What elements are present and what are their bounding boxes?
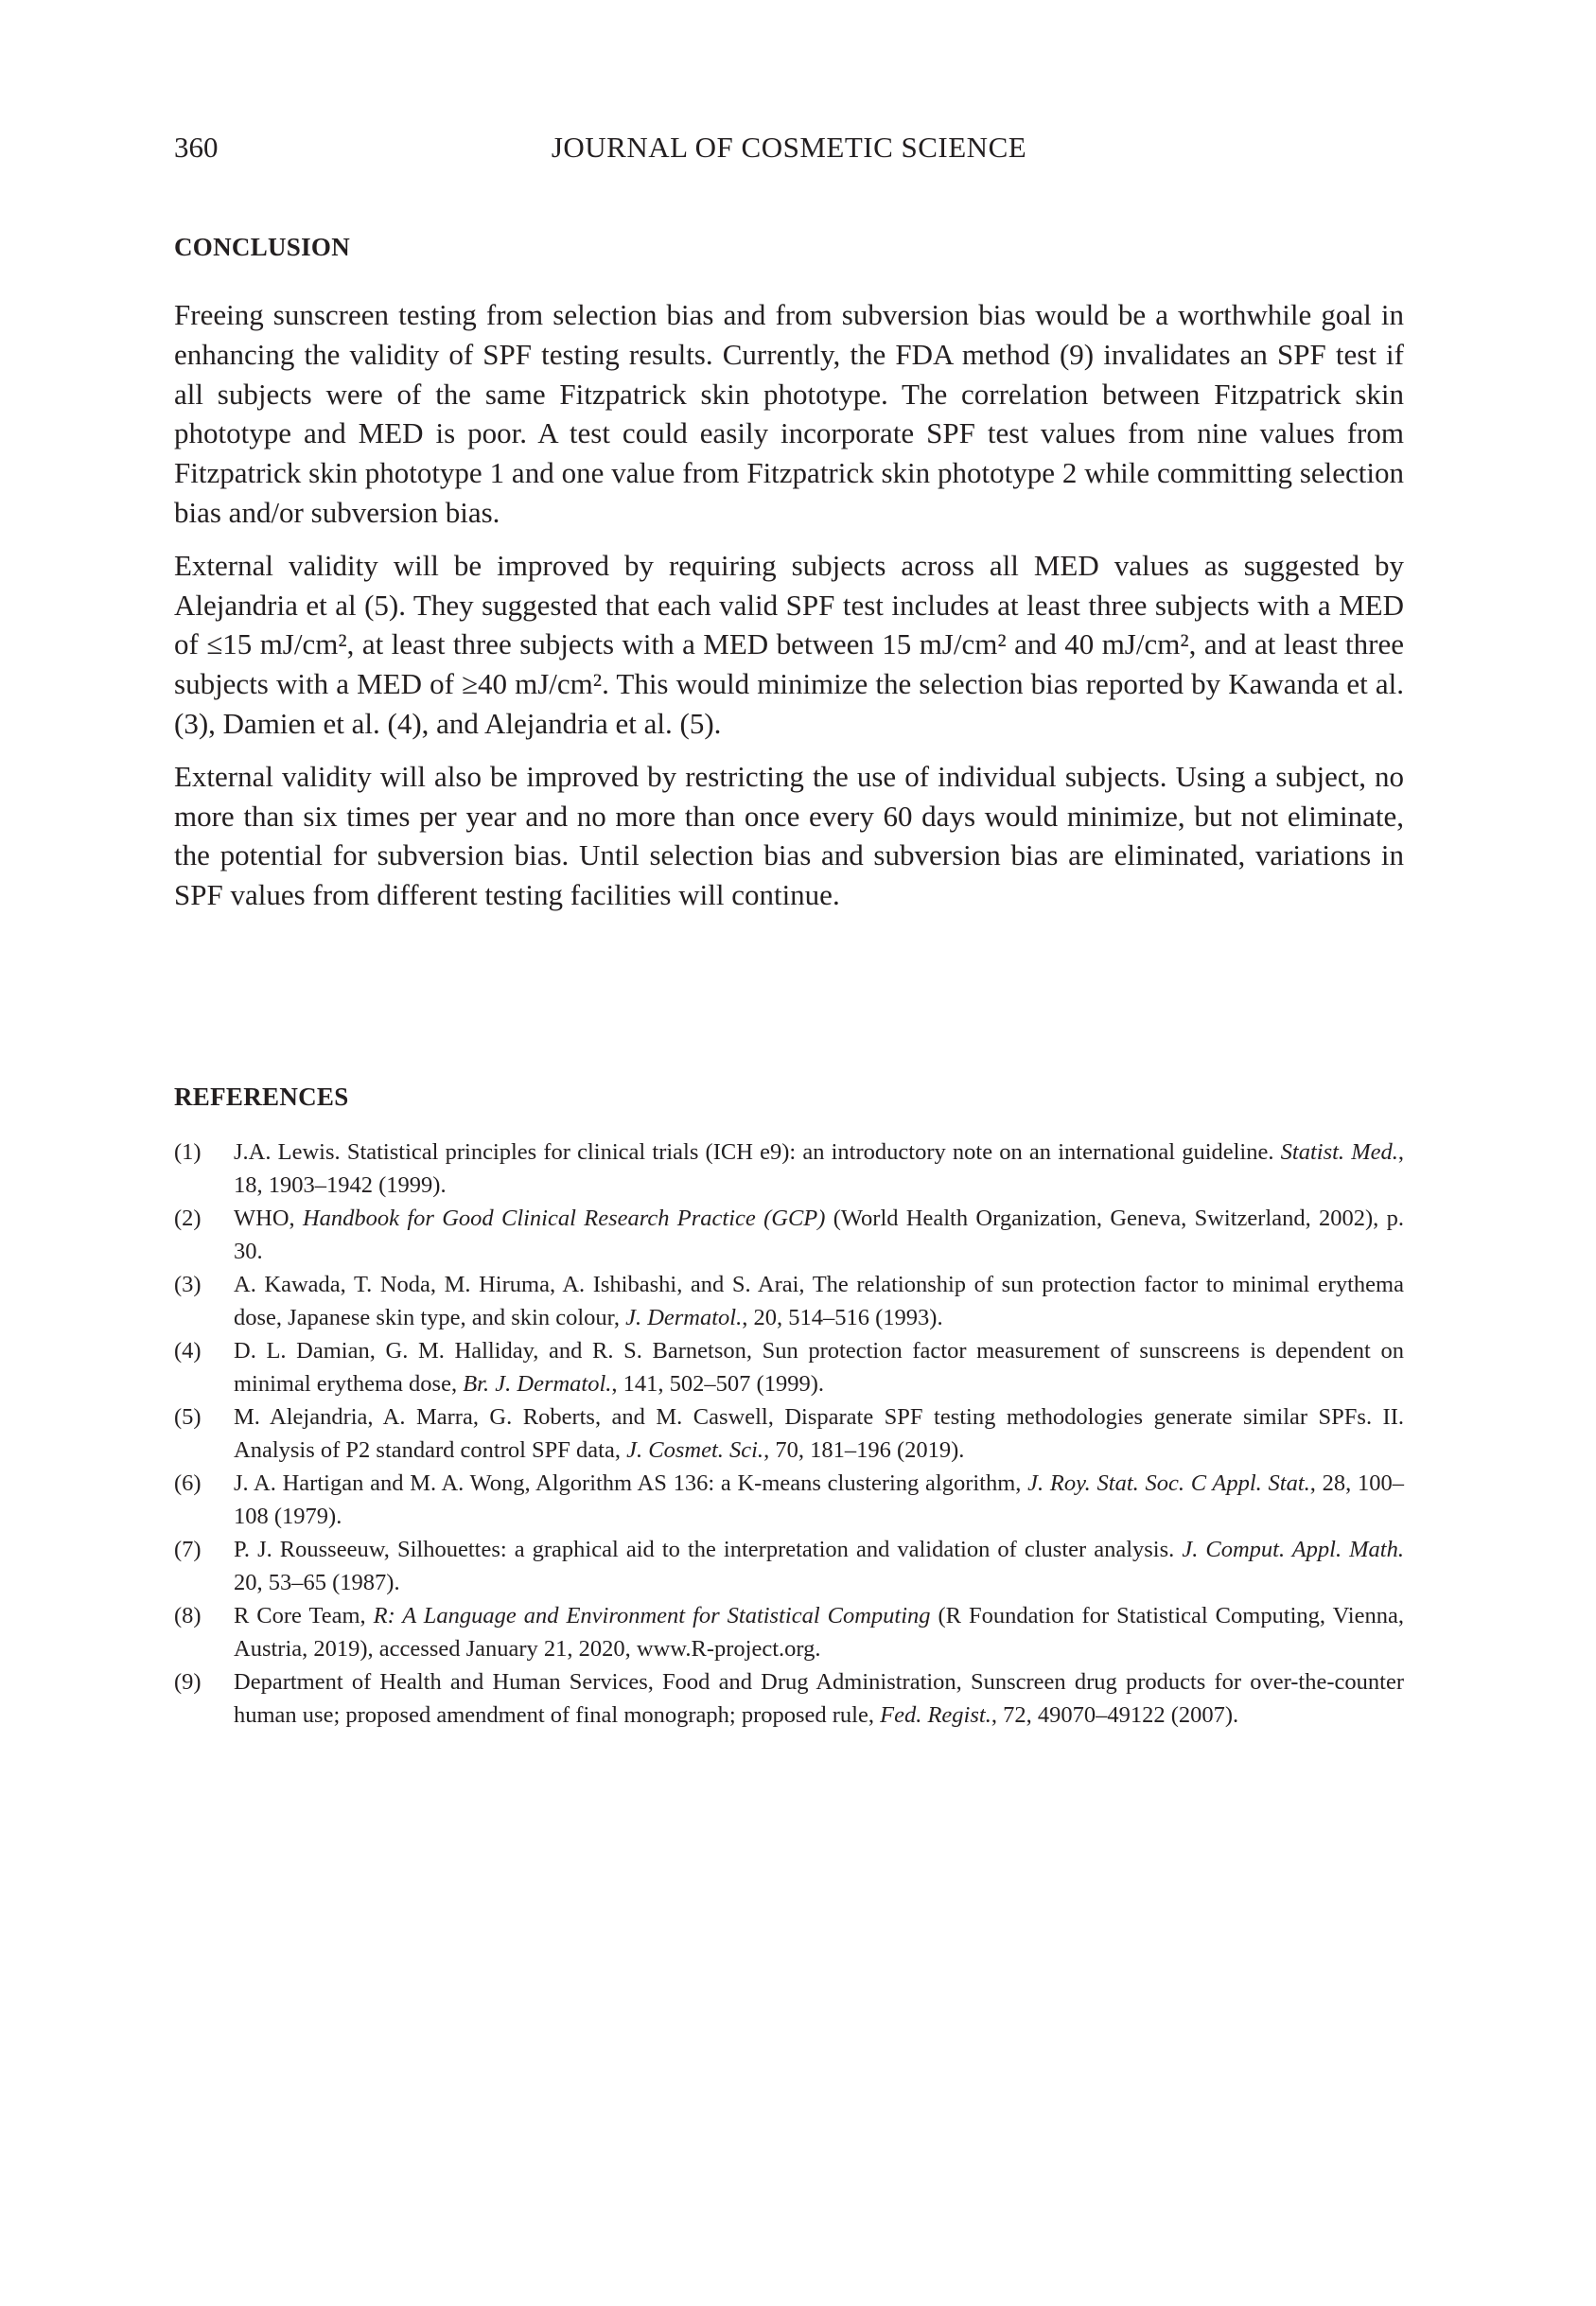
reference-item — [174, 1533, 1404, 1599]
reference-item — [174, 1268, 1404, 1334]
conclusion-heading: CONCLUSION — [174, 233, 351, 261]
reference-text: A. Kawada, T. Noda, M. Hiruma, A. Ishibashi, and S. Arai, The relationship of sun protection factor to minimal erythema dose, Japanese skin type, and skin colour, — [234, 1272, 1404, 1330]
conclusion-body — [174, 295, 1404, 928]
reference-text: WHO, — [234, 1206, 303, 1231]
reference-list — [174, 1135, 1404, 1732]
reference-details: , 72, 49070–49122 (2007). — [991, 1702, 1239, 1728]
reference-item — [174, 1665, 1404, 1732]
reference-source: Handbook for Good Clinical Research Practice (GCP) — [302, 1206, 826, 1231]
reference-details: , 70, 181–196 (2019). — [763, 1437, 965, 1463]
reference-item — [174, 1202, 1404, 1268]
references-heading: REFERENCES — [174, 1083, 349, 1111]
reference-number: (3) — [174, 1272, 202, 1297]
reference-source: J. Cosmet. Sci. — [626, 1437, 764, 1463]
reference-item — [174, 1467, 1404, 1533]
page-number: 360 — [174, 131, 219, 164]
reference-text: R Core Team, — [234, 1603, 374, 1628]
reference-number: (9) — [174, 1669, 202, 1695]
reference-text: J.A. Lewis. Statistical principles for clinical trials (ICH e9): an introductory note on an international guideline. — [234, 1139, 1281, 1165]
journal-title: JOURNAL OF COSMETIC SCIENCE — [551, 131, 1027, 164]
paragraph: External validity will also be improved by restricting the use of individual subjects. Using a subject, no more than six times per year and no more than once every 60 days would minimize, but not eliminate, the potential for subversion bias. Until selection bias and subversion bias are eliminated, variations in SPF values from different testing facilities will continue. — [174, 759, 1404, 912]
reference-details: , 28, 100–108 (1979). — [234, 1470, 1405, 1529]
reference-details: (R Foundation for Statistical Computing, Vienna, Austria, 2019), accessed January 21, 2020, www.R-project.org. — [234, 1603, 1404, 1662]
reference-number: (1) — [174, 1139, 202, 1165]
reference-number: (8) — [174, 1603, 202, 1628]
paragraph: Freeing sunscreen testing from selection bias and from subversion bias would be a worthwhile goal in enhancing the validity of SPF testing results. Currently, the FDA method (9) invalidates an SPF test if all subjects were of the same Fitzpatrick skin phototype. The correlation between Fitzpatrick skin phototype and MED is poor. A test could easily incorporate SPF test values from nine values from Fitzpatrick skin phototype 1 and one value from Fitzpatrick skin phototype 2 while committing selection bias and/or subversion bias. — [174, 298, 1404, 529]
reference-number: (7) — [174, 1537, 202, 1562]
reference-source: J. Dermatol. — [625, 1305, 743, 1330]
reference-item — [174, 1334, 1404, 1400]
reference-details: 20, 53–65 (1987). — [234, 1570, 400, 1595]
reference-details: , 18, 1903–1942 (1999). — [234, 1139, 1404, 1198]
reference-text: P. J. Rousseeuw, Silhouettes: a graphical aid to the interpretation and validation of cluster analysis. — [234, 1537, 1183, 1562]
reference-number: (2) — [174, 1206, 202, 1231]
reference-number: (4) — [174, 1338, 202, 1364]
reference-number: (5) — [174, 1404, 202, 1430]
paragraph: External validity will be improved by requiring subjects across all MED values as suggested by Alejandria et al (5). They suggested that each valid SPF test includes at least three subjects with a MED of ≤15 mJ/cm², at least three subjects with a MED between 15 mJ/cm² and 40 mJ/cm², and at least three subjects with a MED of ≥40 mJ/cm². This would minimize the selection bias reported by Kawanda et al. (3), Damien et al. (4), and Alejandria et al. (5). — [174, 548, 1404, 740]
reference-item — [174, 1135, 1404, 1202]
reference-source: Br. J. Dermatol. — [463, 1371, 612, 1397]
reference-source: R: A Language and Environment for Statistical Computing — [373, 1603, 931, 1628]
reference-details: , 141, 502–507 (1999). — [611, 1371, 824, 1397]
reference-source: Fed. Regist. — [880, 1702, 991, 1728]
reference-source: J. Roy. Stat. Soc. C Appl. Stat. — [1027, 1470, 1310, 1496]
reference-text: D. L. Damian, G. M. Halliday, and R. S. Barnetson, Sun protection factor measurement of sunscreens is dependent on minimal erythema dose, — [234, 1338, 1404, 1397]
reference-item — [174, 1400, 1404, 1467]
reference-source: J. Comput. Appl. Math. — [1182, 1537, 1404, 1562]
reference-text: J. A. Hartigan and M. A. Wong, Algorithm AS 136: a K-means clustering algorithm, — [234, 1470, 1028, 1496]
reference-item — [174, 1599, 1404, 1665]
reference-source: Statist. Med. — [1280, 1139, 1398, 1165]
reference-details: (World Health Organization, Geneva, Switzerland, 2002), p. 30. — [234, 1206, 1404, 1264]
reference-text: Department of Health and Human Services, Food and Drug Administration, Sunscreen drug products for over-the-counter human use; proposed amendment of final monograph; proposed rule, — [234, 1669, 1404, 1728]
reference-text: M. Alejandria, A. Marra, G. Roberts, and M. Caswell, Disparate SPF testing methodologies generate similar SPFs. II. Analysis of P2 standard control SPF data, — [234, 1404, 1404, 1463]
reference-details: , 20, 514–516 (1993). — [742, 1305, 943, 1330]
reference-number: (6) — [174, 1470, 202, 1496]
